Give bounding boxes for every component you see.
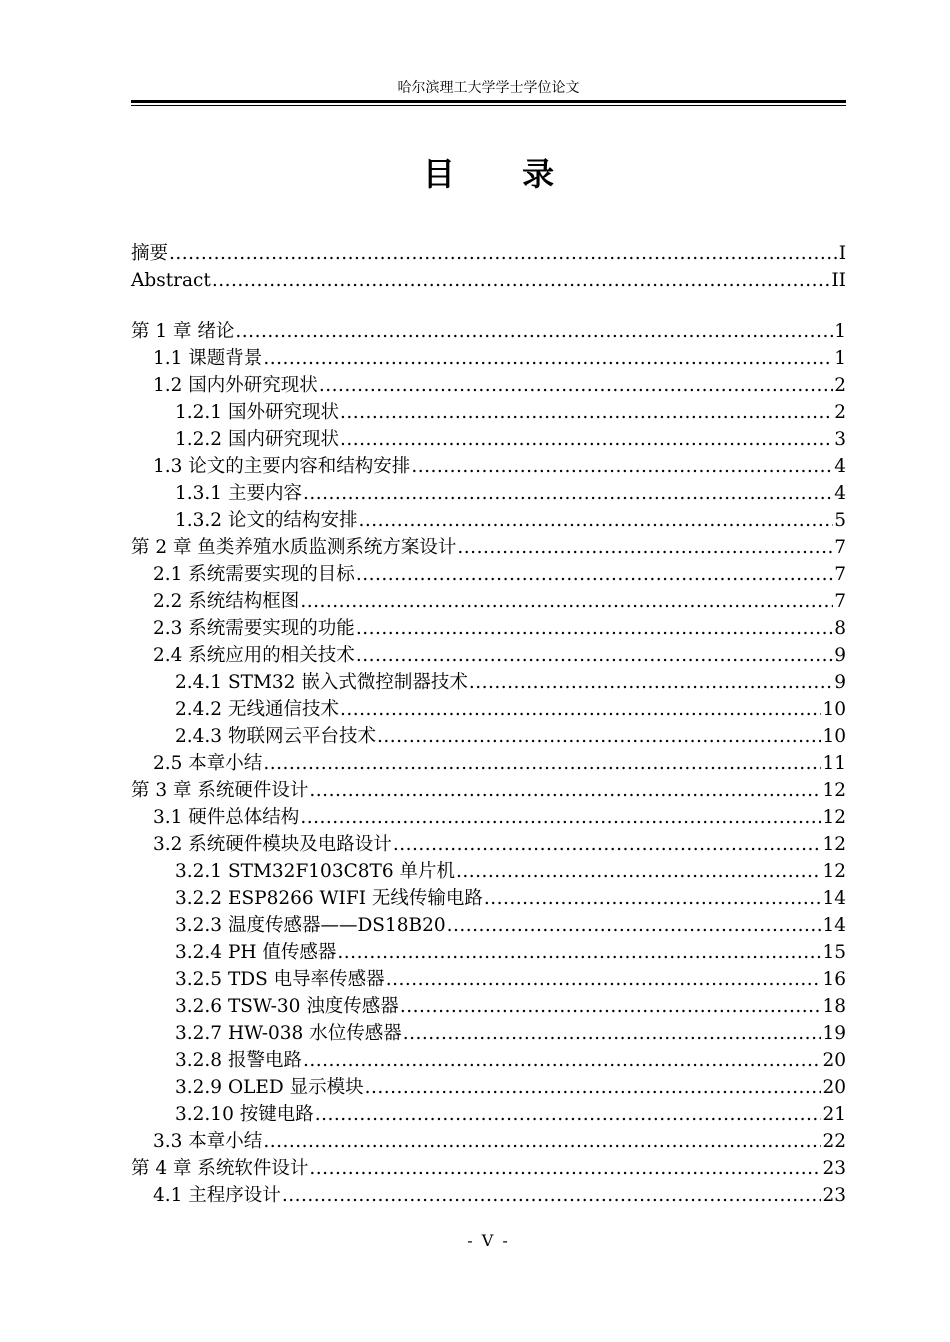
toc-entry[interactable] [131,399,846,426]
toc-entry-page: 3 [834,429,846,450]
toc-entry-page: 12 [822,780,846,801]
toc-entry[interactable] [131,750,846,777]
toc-entry[interactable] [131,480,846,507]
toc-entry[interactable] [131,534,846,561]
toc-entry-label: 3.1 硬件总体结构 [153,807,300,828]
toc-dot-leader [456,858,821,885]
toc-entry[interactable] [131,615,846,642]
toc-dot-leader [300,804,821,831]
toc-entry[interactable] [131,777,846,804]
toc-entry-label: 2.5 本章小结 [153,753,263,774]
toc-entry-label: 1.2 国内外研究现状 [153,375,318,396]
toc-entry-label: 2.4.3 物联网云平台技术 [175,726,376,747]
toc-entry-page: 12 [822,861,846,882]
toc-entry-page: 10 [822,699,846,720]
toc-entry-label: 3.2.2 ESP8266 WIFI 无线传输电路 [175,888,483,909]
toc-dot-leader [356,615,833,642]
toc-entry[interactable] [131,1182,846,1209]
toc-dot-leader [340,399,833,426]
toc-entry[interactable] [131,561,846,588]
toc-entry-label: 2.4.2 无线通信技术 [175,699,339,720]
toc-entry-page: 11 [822,753,846,774]
toc-entry[interactable] [131,1047,846,1074]
page-number: - V - [467,1231,510,1250]
toc-entry-label: 第 2 章 鱼类养殖水质监测系统方案设计 [131,537,457,558]
toc-entry-page: 23 [822,1185,846,1206]
toc-dot-leader [235,318,833,345]
toc-dot-leader [263,345,833,372]
header-rule-thick [131,100,846,103]
toc-entry-page: 12 [822,807,846,828]
toc-entry-label: 2.4.1 STM32 嵌入式微控制器技术 [175,672,468,693]
toc-dot-leader [212,267,831,294]
toc-entry-page: 14 [822,888,846,909]
toc-entry-label: 1.3.1 主要内容 [175,483,302,504]
toc-entry-label: 4.1 主程序设计 [153,1185,281,1206]
toc-entry-label: 3.2.7 HW-038 水位传感器 [175,1023,402,1044]
toc-entry-page: 20 [822,1050,846,1071]
toc-entry-page: 7 [834,537,846,558]
toc-entry-page: 15 [822,942,846,963]
toc-dot-leader [356,642,833,669]
toc-entry[interactable] [131,912,846,939]
toc-entry-page: 2 [834,375,846,396]
toc-entry-page: 12 [822,834,846,855]
toc-entry-label: 3.2.8 报警电路 [175,1050,302,1071]
toc-entry-page: 19 [822,1023,846,1044]
toc-entry[interactable] [131,885,846,912]
toc-entry[interactable] [131,1020,846,1047]
toc-entry-page: 9 [834,645,846,666]
toc-dot-leader [315,1101,822,1128]
toc-entry[interactable] [131,345,846,372]
toc-entry-page: 14 [822,915,846,936]
toc-entry-page: 2 [834,402,846,423]
toc-dot-leader [319,372,833,399]
toc-entry[interactable] [131,723,846,750]
toc-entry-label: 第 3 章 系统硬件设计 [131,780,309,801]
toc-entry-label: 2.2 系统结构框图 [153,591,300,612]
toc-dot-leader [303,480,833,507]
toc-entry-label: 第 1 章 绪论 [131,321,235,342]
toc-entry-page: 8 [834,618,846,639]
toc-entry-page: 7 [834,564,846,585]
toc-entry[interactable] [131,831,846,858]
toc-entry-label: 3.2.1 STM32F103C8T6 单片机 [175,861,456,882]
toc-entry-label: 2.1 系统需要实现的目标 [153,564,355,585]
toc-entry-page: 9 [834,672,846,693]
toc-dot-leader [393,831,822,858]
toc-entry[interactable] [131,240,846,267]
toc-entry-label: 3.2 系统硬件模块及电路设计 [153,834,392,855]
toc-entry[interactable] [131,669,846,696]
toc-entry[interactable] [131,1128,846,1155]
toc-entry[interactable] [131,696,846,723]
toc-entry-label: 1.1 课题背景 [153,348,263,369]
table-of-contents [131,240,846,1209]
toc-entry-label: 3.2.5 TDS 电导率传感器 [175,969,385,990]
toc-entry-page: 1 [834,321,846,342]
toc-entry-label: 3.2.6 TSW-30 浊度传感器 [175,996,399,1017]
toc-dot-leader [263,1128,821,1155]
toc-entry[interactable] [131,804,846,831]
toc-entry-label: 2.3 系统需要实现的功能 [153,618,355,639]
toc-entry[interactable] [131,507,846,534]
toc-dot-leader [263,750,821,777]
toc-entry[interactable] [131,453,846,480]
toc-entry[interactable] [131,588,846,615]
toc-entry[interactable] [131,426,846,453]
toc-entry-page: II [831,270,846,291]
toc-entry[interactable] [131,372,846,399]
toc-entry-label: 1.3.2 论文的结构安排 [175,510,358,531]
toc-entry-page: 23 [822,1158,846,1179]
toc-dot-leader [484,885,822,912]
toc-entry[interactable] [131,642,846,669]
toc-entry-page: 4 [834,456,846,477]
toc-dot-leader [282,1182,822,1209]
toc-dot-leader [169,240,838,267]
toc-entry[interactable] [131,1101,846,1128]
toc-dot-leader [337,939,821,966]
toc-dot-leader [469,669,833,696]
toc-entry-label: 3.2.9 OLED 显示模块 [175,1077,364,1098]
toc-dot-leader [365,1074,822,1101]
toc-dot-leader [358,507,833,534]
toc-dot-leader [386,966,822,993]
toc-entry-label: 1.2.1 国外研究现状 [175,402,339,423]
toc-entry[interactable] [131,966,846,993]
toc-dot-leader [309,777,821,804]
toc-entry[interactable] [131,1155,846,1182]
running-header: 哈尔滨理工大学学士学位论文 [397,80,580,96]
toc-entry[interactable] [131,993,846,1020]
toc-dot-leader [340,696,821,723]
toc-entry-page: 1 [834,348,846,369]
toc-entry[interactable] [131,939,846,966]
header-rule-thin [131,105,846,106]
toc-entry-label: 3.2.10 按键电路 [175,1104,314,1125]
toc-entry-label: 3.2.4 PH 值传感器 [175,942,337,963]
toc-entry-page: 21 [822,1104,846,1125]
toc-entry[interactable] [131,267,846,294]
toc-entry-label: 3.2.3 温度传感器——DS18B20 [175,915,446,936]
toc-dot-leader [411,453,833,480]
toc-dot-leader [309,1155,821,1182]
toc-entry-page: I [838,243,846,264]
toc-entry-label: Abstract [131,270,211,291]
toc-entry-label: 2.4 系统应用的相关技术 [153,645,355,666]
toc-entry-page: 16 [822,969,846,990]
toc-entry-page: 5 [834,510,846,531]
toc-dot-leader [447,912,822,939]
toc-dot-leader [403,1020,822,1047]
toc-dot-leader [356,561,833,588]
toc-entry-label: 3.3 本章小结 [153,1131,263,1152]
toc-dot-leader [303,1047,822,1074]
toc-entry-page: 10 [822,726,846,747]
toc-dot-leader [400,993,822,1020]
toc-entry-page: 4 [834,483,846,504]
toc-entry-page: 18 [822,996,846,1017]
toc-entry-page: 22 [822,1131,846,1152]
toc-dot-leader [300,588,833,615]
toc-entry-label: 1.2.2 国内研究现状 [175,429,339,450]
toc-entry-label: 第 4 章 系统软件设计 [131,1158,309,1179]
toc-dot-leader [457,534,833,561]
toc-entry[interactable] [131,1074,846,1101]
toc-entry-label: 摘要 [131,243,169,264]
toc-title: 目 录 [422,155,583,193]
toc-entry[interactable] [131,318,846,345]
toc-entry-page: 20 [822,1077,846,1098]
toc-entry[interactable] [131,858,846,885]
toc-dot-leader [340,426,833,453]
toc-entry-label: 1.3 论文的主要内容和结构安排 [153,456,411,477]
toc-entry-page: 7 [834,591,846,612]
toc-dot-leader [377,723,821,750]
